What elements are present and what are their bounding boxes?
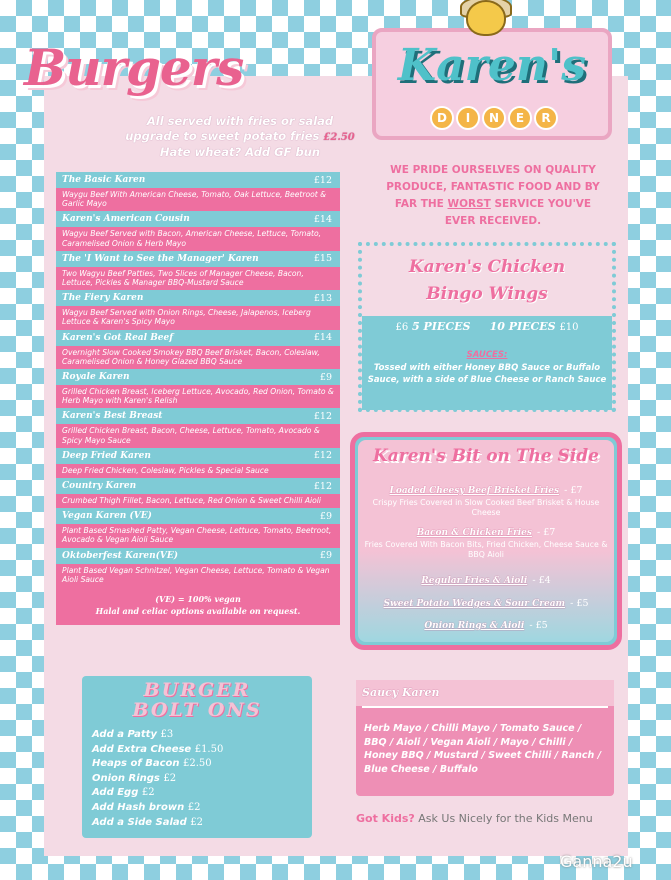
saucy-list: Herb Mayo / Chilli Mayo / Tomato Sauce / BBQ / Aioli / Vegan Aioli / Mayo / Chilli / Honey BBQ / Mustard / Sweet Chilli / Ranch / Blue Cheese / Buffalo	[364, 723, 602, 775]
burger-desc: Two Wagyu Beef Patties, Two Slices of Manager Cheese, Bacon, Lettuce, Pickles & Manager BBQ-Mustard Sauce	[56, 267, 340, 290]
burger-price: £9	[319, 550, 332, 562]
wings-sauces-text: Tossed with either Honey BBQ Sauce or Buffalo Sauce, with a side of Blue Cheese or Ranch Sauce	[367, 363, 607, 385]
burger-name: Vegan Karen (VE)	[62, 511, 152, 522]
burger-item	[56, 290, 340, 329]
wings-label-5: 5 PIECES	[412, 320, 471, 333]
intro-line-2-text: upgrade to sweet potato fries	[125, 129, 320, 143]
burger-item	[56, 478, 340, 508]
watermark: Ganna2u	[560, 852, 633, 871]
wings-title-line-1: Karen's Chicken	[408, 257, 566, 277]
tagline-part2: SERVICE YOU'VE EVER RECEIVED.	[444, 198, 592, 227]
wings-price-10: £10	[559, 322, 579, 333]
side-name: Loaded Cheesy Beef Brisket Fries	[389, 486, 560, 496]
side-price-value: £7	[570, 485, 583, 496]
burger-item	[56, 211, 340, 250]
burger-desc: Plant Based Vegan Schnitzel, Vegan Cheese, Lettuce, Tomato & Vegan Aioli Sauce	[56, 564, 340, 587]
kids-note	[356, 812, 616, 825]
bolt-on-item	[92, 786, 302, 801]
logo-letter: D	[430, 106, 454, 130]
burger-desc: Crumbed Thigh Fillet, Bacon, Lettuce, Red Onion & Sweet Chilli Aioli	[56, 494, 340, 508]
halal-note: Halal and celiac options available on request.	[95, 606, 301, 617]
burger-desc: Deep Fried Chicken, Coleslaw, Pickles & Special Sauce	[56, 464, 340, 478]
intro-line-1: All served with fries or salad	[146, 114, 334, 128]
side-price-value: £5	[576, 598, 589, 609]
burger-item	[56, 508, 340, 547]
side-price-value: £5	[535, 620, 548, 631]
vegan-note: (VE) = 100% vegan	[155, 594, 241, 605]
burger-price: £15	[313, 253, 332, 265]
wings-title	[358, 254, 616, 308]
side-price-value: £7	[543, 527, 556, 538]
burger-name: Karen's American Cousin	[62, 214, 190, 225]
side-desc: Fries Covered With Bacon Bits, Fried Chicken, Cheese Sauce & BBQ Aioli	[364, 540, 608, 559]
burger-name: The 'I Want to See the Manager' Karen	[62, 253, 259, 264]
wings-label-10: 10 PIECES	[489, 320, 556, 333]
wings-title-line-2: Bingo Wings	[426, 284, 548, 304]
side-desc: Crispy Fries Covered in Slow Cooked Beef Brisket & House Cheese	[372, 498, 600, 517]
logo-letter: R	[534, 106, 558, 130]
sides-title: Karen's Bit on The Side	[372, 446, 599, 466]
bolt-on-price: £2	[190, 816, 204, 828]
burger-list	[56, 172, 340, 625]
burger-price: £12	[313, 450, 332, 462]
burger-desc: Grilled Chicken Breast, Bacon, Cheese, Lettuce, Tomato, Avocado & Spicy Mayo Sauce	[56, 424, 340, 447]
burger-price: £12	[313, 480, 332, 492]
burger-price: £12	[313, 174, 332, 186]
wings-sauces-label: SAUCES:	[466, 350, 508, 360]
bolt-on-name: Add Egg	[92, 787, 139, 799]
bolt-on-name: Onion Rings	[92, 772, 160, 784]
side-item	[358, 568, 614, 587]
burger-desc: Overnight Slow Cooked Smokey BBQ Beef Brisket, Bacon, Coleslaw, Caramelised Onion & Honey Glazed BBQ Sauce	[56, 346, 340, 369]
intro-price: £2.50	[323, 132, 355, 143]
bolt-on-price: £1.50	[194, 743, 224, 755]
bolt-on-price: £2.50	[182, 758, 212, 770]
wings-prices	[362, 320, 612, 333]
burger-price: £14	[313, 332, 332, 344]
tagline	[378, 162, 608, 230]
burger-name: The Fiery Karen	[62, 293, 144, 304]
bolt-on-item	[92, 728, 302, 743]
burger-name: Country Karen	[62, 481, 137, 492]
bolt-on-item	[92, 801, 302, 816]
side-name: Regular Fries & Aioli	[421, 576, 528, 586]
intro-line-3: Hate wheat? Add GF bun	[159, 145, 321, 159]
bolt-on-item	[92, 772, 302, 787]
burger-price: £9	[319, 510, 332, 522]
logo-diner	[430, 106, 558, 130]
bolt-on-price: £2	[187, 801, 201, 813]
burger-name: Karen's Got Real Beef	[62, 332, 174, 343]
side-price: - £7	[564, 485, 583, 496]
bolt-ons-list	[92, 728, 302, 830]
saucy-divider	[362, 706, 608, 708]
bolt-on-price: £3	[160, 729, 174, 740]
bolt-on-name: Add Hash brown	[92, 801, 185, 813]
kids-note-bold: Got Kids?	[356, 812, 415, 825]
bolt-on-price: £2	[141, 787, 155, 799]
burger-item	[56, 172, 340, 211]
logo-letter: N	[482, 106, 506, 130]
burgers-intro	[120, 114, 360, 160]
saucy-title: Saucy Karen	[362, 686, 440, 699]
logo-letter: I	[456, 106, 480, 130]
burger-name: Oktoberfest Karen(VE)	[62, 550, 178, 561]
side-price: - £5	[529, 620, 548, 631]
burger-desc: Grilled Chicken Breast, Iceberg Lettuce, Avocado, Red Onion, Tomato & Herb Mayo with Karen's Relish	[56, 385, 340, 408]
burger-desc: Wagyu Beef Served with Bacon, American Cheese, Lettuce, Tomato, Caramelised Onion & Herb Mayo	[56, 227, 340, 250]
side-price: - £7	[537, 527, 556, 538]
logo-name: Karen's	[397, 40, 587, 91]
tagline-part1: WE PRIDE OURSELVES ON QUALITY PRODUCE, FANTASTIC FOOD AND BY FAR THE	[386, 164, 600, 210]
burgers-title: Burgers	[24, 38, 244, 97]
wings-price-5: £6	[395, 322, 409, 333]
bolt-on-name: Add a Patty	[92, 729, 157, 740]
burger-price: £13	[313, 292, 332, 304]
burger-item	[56, 330, 340, 369]
burger-name: Karen's Best Breast	[62, 411, 163, 422]
burger-name: Deep Fried Karen	[62, 450, 151, 461]
side-name: Onion Rings & Aioli	[424, 621, 525, 631]
side-name: Sweet Potato Wedges & Sour Cream	[383, 599, 566, 609]
logo-letter: E	[508, 106, 532, 130]
tagline-worst: WORST	[447, 198, 491, 210]
side-price: - £4	[532, 575, 551, 586]
karen-face-icon	[466, 0, 506, 36]
side-item	[358, 613, 614, 632]
burger-price: £14	[313, 213, 332, 225]
bolt-on-item	[92, 743, 302, 758]
bolt-on-price: £2	[163, 772, 177, 784]
burger-item	[56, 408, 340, 447]
side-price: - £5	[570, 598, 589, 609]
bolt-on-name: Heaps of Bacon	[92, 758, 180, 770]
burger-item	[56, 369, 340, 408]
bolt-on-item	[92, 757, 302, 772]
side-price-value: £4	[538, 575, 551, 586]
burger-desc: Plant Based Smashed Patty, Vegan Cheese, Lettuce, Tomato, Beetroot, Avocado & Vegan Aioli Sauce	[56, 524, 340, 547]
burger-price: £12	[313, 410, 332, 422]
side-item	[358, 478, 614, 518]
bolt-on-name: Add Extra Cheese	[92, 743, 192, 755]
burger-item	[56, 251, 340, 290]
burger-desc: Wagyu Beef Served with Onion Rings, Cheese, Jalapenos, Iceberg Lettuce & Karen's Spicy Mayo	[56, 306, 340, 329]
side-item	[358, 520, 614, 560]
burger-desc: Waygu Beef With American Cheese, Tomato, Oak Lettuce, Beetroot & Garlic Mayo	[56, 188, 340, 211]
burger-price: £9	[319, 371, 332, 383]
bolt-ons-title	[82, 680, 312, 720]
bolt-on-item	[92, 816, 302, 831]
burger-list-footer	[56, 587, 340, 625]
intro-line-2	[120, 129, 360, 145]
burger-name: Royale Karen	[62, 372, 130, 383]
side-name: Bacon & Chicken Fries	[416, 528, 532, 538]
bolt-ons-title-line-1: BURGER	[143, 679, 251, 701]
burger-item	[56, 448, 340, 478]
kids-note-text: Ask Us Nicely for the Kids Menu	[414, 812, 593, 825]
burger-item	[56, 548, 340, 587]
burger-name: The Basic Karen	[62, 175, 146, 185]
side-item	[358, 591, 614, 610]
bolt-ons-title-line-2: BOLT ONS	[132, 699, 262, 721]
bolt-on-name: Add a Side Salad	[92, 816, 187, 828]
